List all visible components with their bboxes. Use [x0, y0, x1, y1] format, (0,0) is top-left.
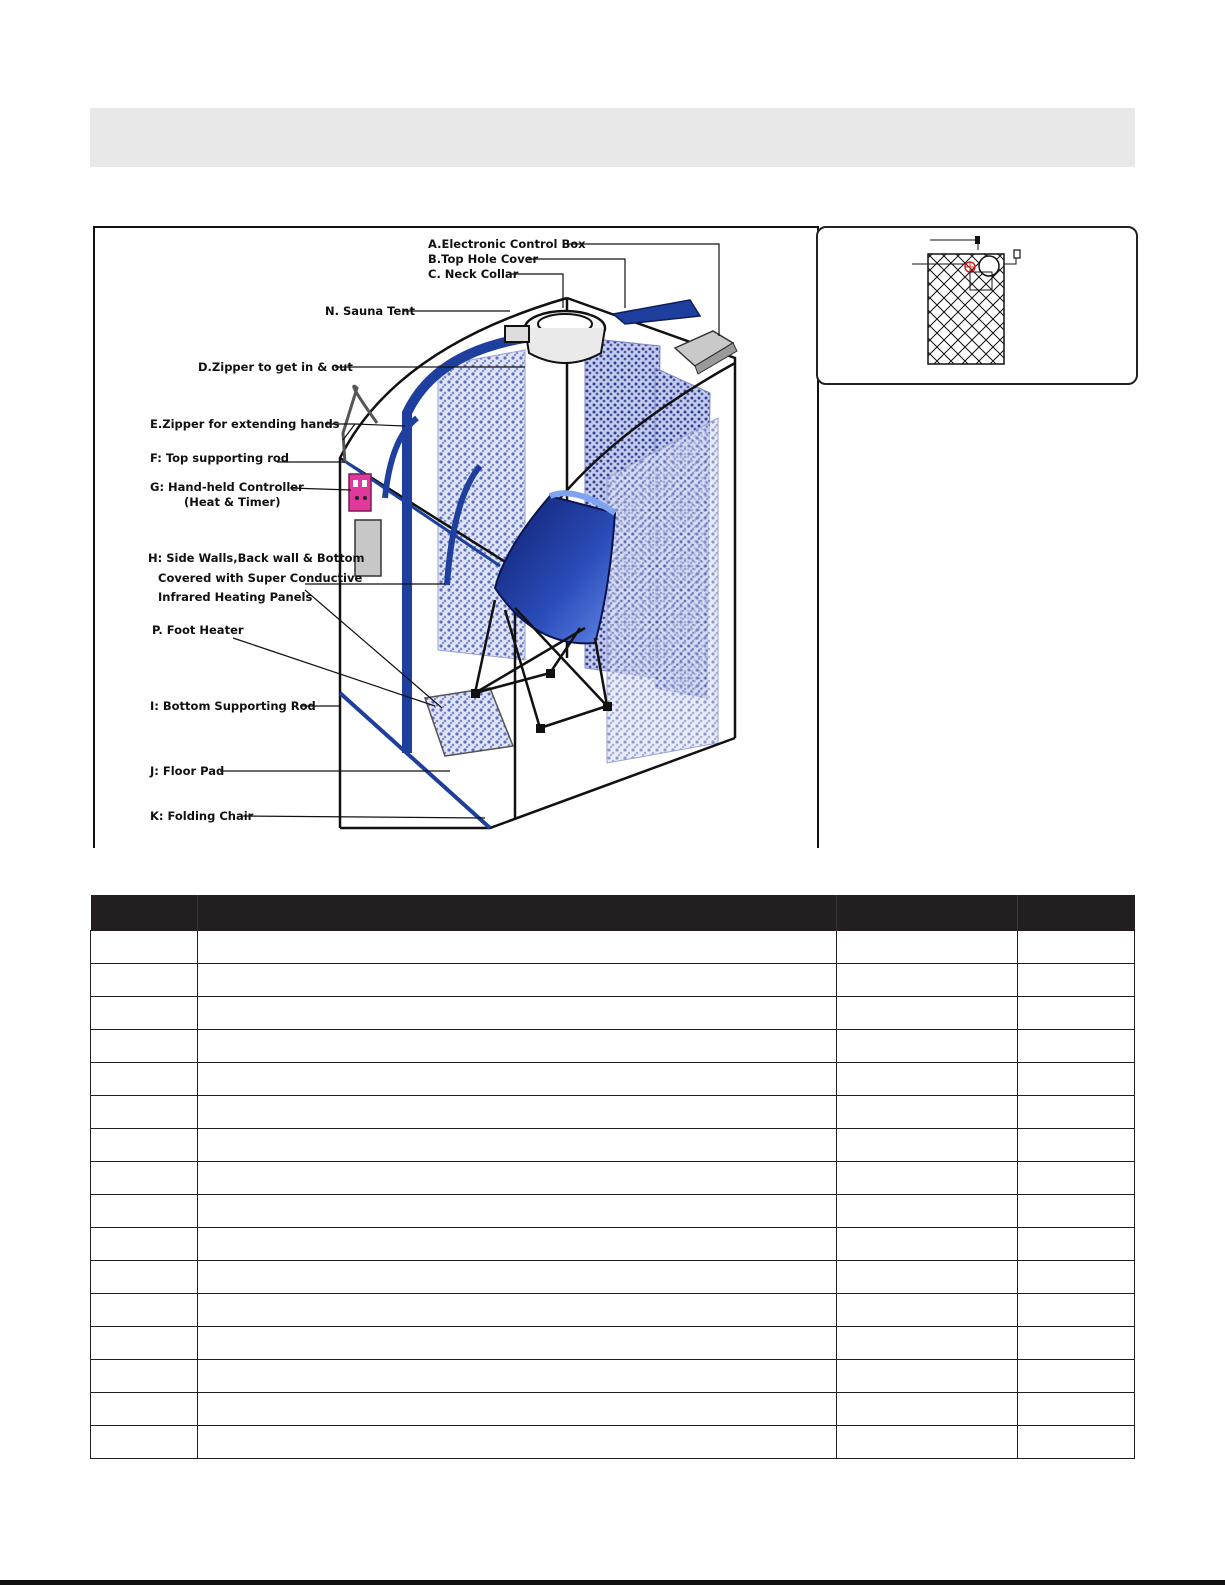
- table-row: [91, 1195, 1135, 1228]
- table-cell: [837, 1261, 1017, 1294]
- table-cell: [91, 1360, 198, 1393]
- table-cell: [91, 1162, 198, 1195]
- table-cell: [837, 1063, 1017, 1096]
- table-row: [91, 1228, 1135, 1261]
- table-cell: [91, 1030, 198, 1063]
- table-cell: [837, 1228, 1017, 1261]
- table-row: [91, 1096, 1135, 1129]
- label-hand-held-controller: G: Hand-held Controller: [150, 480, 304, 494]
- table-row: [91, 1294, 1135, 1327]
- table-row: [91, 1063, 1135, 1096]
- table-cell: [91, 1096, 198, 1129]
- table-cell: [198, 1129, 837, 1162]
- sauna-tent-illustration: [95, 228, 817, 848]
- label-sauna-tent: N. Sauna Tent: [325, 304, 415, 318]
- table-cell: [91, 1393, 198, 1426]
- table-cell: [1017, 1294, 1134, 1327]
- table-header-row: [91, 895, 1135, 931]
- label-zipper-in-out: D.Zipper to get in & out: [198, 360, 353, 374]
- table-cell: [198, 1030, 837, 1063]
- table-cell: [198, 1393, 837, 1426]
- table-cell: [91, 997, 198, 1030]
- table-cell: [198, 997, 837, 1030]
- table-cell: [1017, 1096, 1134, 1129]
- label-super-conductive: Covered with Super Conductive: [158, 571, 363, 585]
- table-cell: [1017, 1261, 1134, 1294]
- table-cell: [837, 1294, 1017, 1327]
- page-bottom-rule: [0, 1580, 1225, 1585]
- table-cell: [1017, 1063, 1134, 1096]
- table-cell: [837, 1393, 1017, 1426]
- table-cell: [1017, 1195, 1134, 1228]
- table-cell: [198, 931, 837, 964]
- table-cell: [837, 1195, 1017, 1228]
- table-cell: [198, 1261, 837, 1294]
- table-cell: [198, 1096, 837, 1129]
- table-row: [91, 964, 1135, 997]
- label-top-supporting-rod: F: Top supporting rod: [150, 451, 290, 465]
- label-neck-collar: C. Neck Collar: [428, 267, 519, 281]
- heating-panel-detail-drawing: [818, 228, 1136, 383]
- table-cell: [91, 1294, 198, 1327]
- table-cell: [198, 1228, 837, 1261]
- table-cell: [1017, 997, 1134, 1030]
- table-cell: [837, 1129, 1017, 1162]
- table-cell: [1017, 1162, 1134, 1195]
- table-cell: [1017, 1426, 1134, 1459]
- table-cell: [91, 1426, 198, 1459]
- label-bottom-supporting-rod: I: Bottom Supporting Rod: [150, 699, 316, 713]
- table-cell: [837, 931, 1017, 964]
- label-foot-heater: P. Foot Heater: [152, 623, 244, 637]
- table-row: [91, 1030, 1135, 1063]
- table-cell: [91, 1129, 198, 1162]
- top-hole-cover: [613, 300, 700, 324]
- table-cell: [91, 1261, 198, 1294]
- table-row: [91, 1129, 1135, 1162]
- table-row: [91, 1426, 1135, 1459]
- control-dial-icon: [979, 256, 999, 276]
- table-cell: [1017, 1393, 1134, 1426]
- table-row: [91, 1393, 1135, 1426]
- label-zipper-extending-hands: E.Zipper for extending hands: [150, 417, 340, 431]
- table-cell: [1017, 1327, 1134, 1360]
- section-header-band: [90, 108, 1135, 167]
- table-cell: [1017, 1129, 1134, 1162]
- table-cell: [1017, 931, 1134, 964]
- table-cell: [198, 1294, 837, 1327]
- table-cell: [837, 1360, 1017, 1393]
- table-row: [91, 1162, 1135, 1195]
- table-cell: [837, 1426, 1017, 1459]
- table-cell: [198, 964, 837, 997]
- label-heat-timer: (Heat & Timer): [184, 495, 281, 509]
- table-cell: [837, 1096, 1017, 1129]
- label-electronic-control-box: A.Electronic Control Box: [428, 237, 586, 251]
- table-cell: [91, 1327, 198, 1360]
- foot-heater: [425, 688, 513, 756]
- table-cell: [198, 1162, 837, 1195]
- table-cell: [198, 1426, 837, 1459]
- table-cell: [1017, 1030, 1134, 1063]
- table-row: [91, 931, 1135, 964]
- table-row: [91, 1360, 1135, 1393]
- table-row: [91, 1327, 1135, 1360]
- column-header-1: [91, 895, 198, 931]
- table-cell: [1017, 1360, 1134, 1393]
- column-header-4: [1017, 895, 1134, 931]
- parts-list-table: [90, 895, 1135, 1459]
- table-cell: [837, 964, 1017, 997]
- table-cell: [837, 1327, 1017, 1360]
- table-cell: [91, 931, 198, 964]
- table-row: [91, 997, 1135, 1030]
- table-cell: [198, 1195, 837, 1228]
- table-row: [91, 1261, 1135, 1294]
- sauna-tent-diagram: [93, 226, 819, 848]
- heating-panel-detail-box: [816, 226, 1138, 385]
- table-cell: [837, 1030, 1017, 1063]
- table-cell: [837, 997, 1017, 1030]
- table-cell: [1017, 964, 1134, 997]
- table-cell: [91, 964, 198, 997]
- table-cell: [91, 1063, 198, 1096]
- parts-table-body: [91, 931, 1135, 1459]
- table-cell: [198, 1360, 837, 1393]
- table-cell: [91, 1228, 198, 1261]
- label-folding-chair: K: Folding Chair: [150, 809, 254, 823]
- table-cell: [1017, 1228, 1134, 1261]
- column-header-3: [837, 895, 1017, 931]
- table-cell: [837, 1162, 1017, 1195]
- table-cell: [198, 1063, 837, 1096]
- label-infrared-panels: Infrared Heating Panels: [158, 590, 313, 604]
- label-top-hole-cover: B.Top Hole Cover: [428, 252, 539, 266]
- table-cell: [91, 1195, 198, 1228]
- column-header-2: [198, 895, 837, 931]
- label-walls: H: Side Walls,Back wall & Bottom: [148, 551, 365, 565]
- plug-icon: [1014, 250, 1020, 258]
- table-cell: [198, 1327, 837, 1360]
- label-floor-pad: J: Floor Pad: [150, 764, 225, 778]
